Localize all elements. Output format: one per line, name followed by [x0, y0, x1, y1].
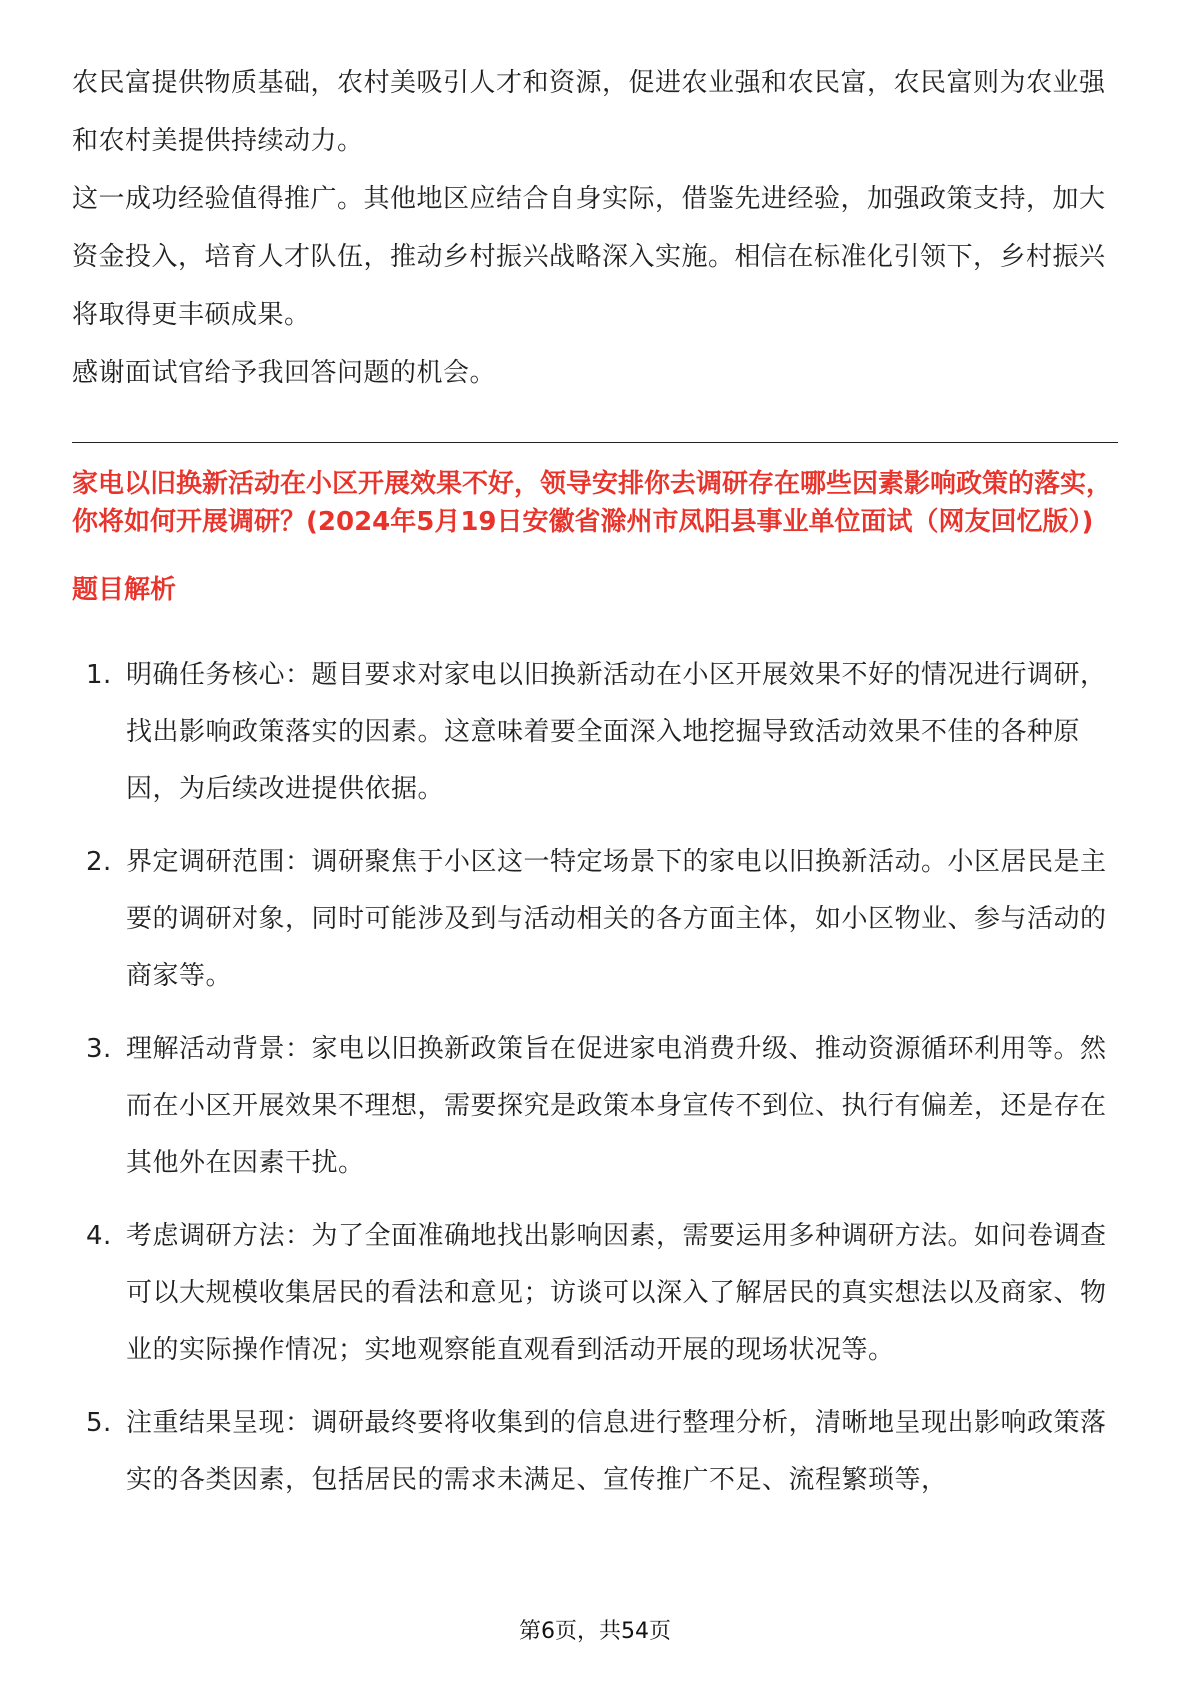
list-item-number: 1. [86, 660, 112, 690]
list-item-number: 4. [86, 1221, 112, 1251]
question-heading: 家电以旧换新活动在小区开展效果不好，领导安排你去调研存在哪些因素影响政策的落实，你将如何开展调研？(2024年5月19日安徽省滁州市凤阳县事业单位面试（网友回忆版）) [72, 469, 1113, 537]
list-item [72, 834, 1118, 1005]
paragraph-2: 这一成功经验值得推广。其他地区应结合自身实际，借鉴先进经验，加强政策支持，加大资金投入，培育人才队伍，推动乡村振兴战略深入实施。相信在标准化引领下，乡村振兴将取得更丰硕成果。 [72, 184, 1106, 330]
list-item-text: 界定调研范围：调研聚焦于小区这一特定场景下的家电以旧换新活动。小区居民是主要的调研对象，同时可能涉及到与活动相关的各方面主体，如小区物业、参与活动的商家等。 [126, 847, 1107, 991]
list-item-text: 考虑调研方法：为了全面准确地找出影响因素，需要运用多种调研方法。如问卷调查可以大规模收集居民的看法和意见；访谈可以深入了解居民的真实想法以及商家、物业的实际操作情况；实地观察能直观看到活动开展的现场状况等。 [126, 1221, 1107, 1365]
page-content [72, 54, 1118, 1525]
analysis-list [72, 647, 1118, 1509]
list-item-text: 理解活动背景：家电以旧换新政策旨在促进家电消费升级、推动资源循环利用等。然而在小区开展效果不理想，需要探究是政策本身宣传不到位、执行有偏差，还是存在其他外在因素干扰。 [126, 1034, 1107, 1178]
list-item-text: 明确任务核心：题目要求对家电以旧换新活动在小区开展效果不好的情况进行调研，找出影响政策落实的因素。这意味着要全面深入地挖掘导致活动效果不佳的各种原因，为后续改进提供依据。 [126, 660, 1107, 804]
list-item [72, 1021, 1118, 1192]
list-item-number: 3. [86, 1034, 112, 1064]
list-item-number: 2. [86, 847, 112, 877]
page-footer: 第6页，共54页 [519, 1619, 671, 1644]
section-title: 题目解析 [72, 575, 177, 605]
list-item [72, 647, 1118, 818]
list-item [72, 1208, 1118, 1379]
list-item-text: 注重结果呈现：调研最终要将收集到的信息进行整理分析，清晰地呈现出影响政策落实的各类因素，包括居民的需求未满足、宣传推广不足、流程繁琐等， [126, 1408, 1107, 1495]
section-divider [72, 442, 1118, 443]
list-item-number: 5. [86, 1408, 112, 1438]
list-item [72, 1395, 1118, 1509]
paragraph-1: 农民富提供物质基础，农村美吸引人才和资源，促进农业强和农民富，农民富则为农业强和农村美提供持续动力。 [72, 68, 1106, 156]
paragraph-3: 感谢面试官给予我回答问题的机会。 [72, 358, 497, 388]
